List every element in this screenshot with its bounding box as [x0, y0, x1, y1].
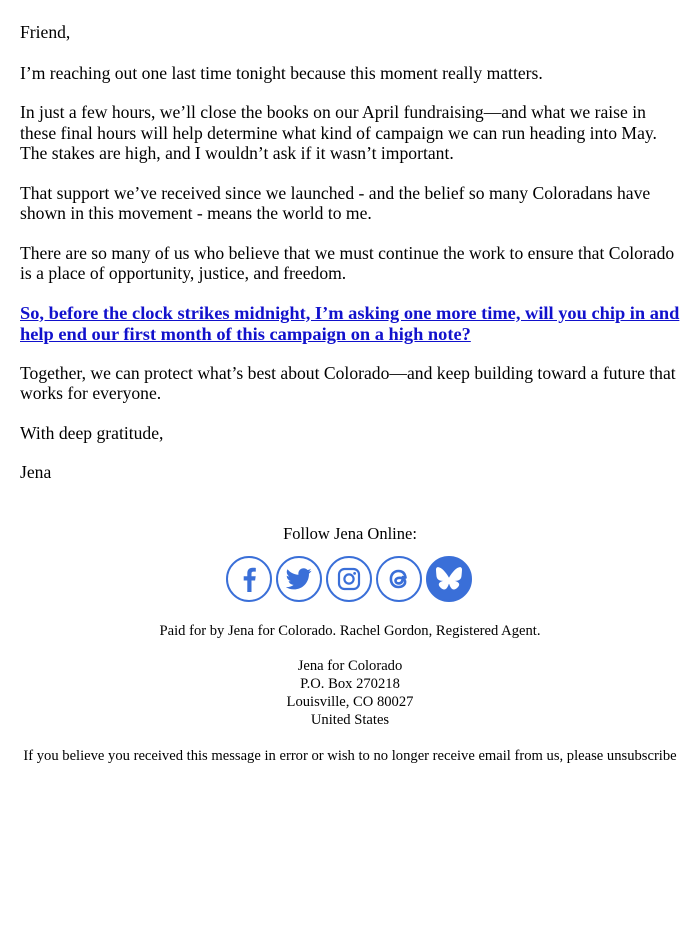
paragraph-4: There are so many of us who believe that we must continue the work to ensure that Colorado is a place of opportunity, justice, and freedom. — [20, 242, 675, 283]
email-body — [0, 22, 685, 483]
donate-cta-link[interactable]: So, before the clock strikes midnight, I’m asking one more time, will you chip in and help end our first month of this campaign on a high note? — [20, 302, 680, 344]
unsubscribe-link[interactable]: unsubscribe — [606, 747, 677, 764]
bluesky-icon — [436, 567, 462, 590]
follow-label: Follow Jena Online: — [283, 523, 417, 543]
threads-link[interactable] — [376, 556, 422, 602]
social-links — [0, 556, 700, 602]
signoff: With deep gratitude, — [20, 422, 164, 443]
email-footer — [0, 524, 700, 765]
cta-paragraph — [20, 303, 685, 345]
paid-for-disclaimer: Paid for by Jena for Colorado. Rachel Gordon, Registered Agent. — [159, 622, 541, 639]
address-po-box: P.O. Box 270218 — [300, 675, 400, 692]
twitter-icon — [286, 568, 312, 590]
facebook-link[interactable] — [226, 556, 272, 602]
paragraph-3: That support we’ve received since we launched - and the belief so many Coloradans have shown in this movement - means the world to me. — [20, 182, 651, 223]
paragraph-2: In just a few hours, we’ll close the books on our April fundraising—and what we raise in these final hours will help determine what kind of campaign we can run heading into May. The stakes are high, and I wouldn’t ask if it wasn’t important. — [20, 102, 657, 163]
twitter-link[interactable] — [276, 556, 322, 602]
address-org: Jena for Colorado — [297, 657, 403, 674]
email-container — [0, 22, 700, 926]
greeting: Friend, — [20, 22, 71, 42]
bluesky-link[interactable] — [426, 556, 472, 602]
mailing-address — [0, 657, 700, 729]
unsubscribe-notice — [20, 747, 680, 765]
unsubscribe-text: If you believe you received this message in error or wish to no longer receive email from us, please — [23, 747, 604, 764]
closing-paragraph: Together, we can protect what’s best about Colorado—and keep building toward a future that works for everyone. — [20, 362, 676, 403]
address-city: Louisville, CO 80027 — [286, 693, 414, 710]
paragraph-1: I’m reaching out one last time tonight because this moment really matters. — [20, 62, 543, 83]
instagram-icon — [337, 567, 361, 591]
threads-icon — [386, 565, 412, 593]
signature: Jena — [20, 462, 52, 482]
facebook-icon — [238, 566, 260, 592]
instagram-link[interactable] — [326, 556, 372, 602]
address-country: United States — [310, 711, 390, 728]
